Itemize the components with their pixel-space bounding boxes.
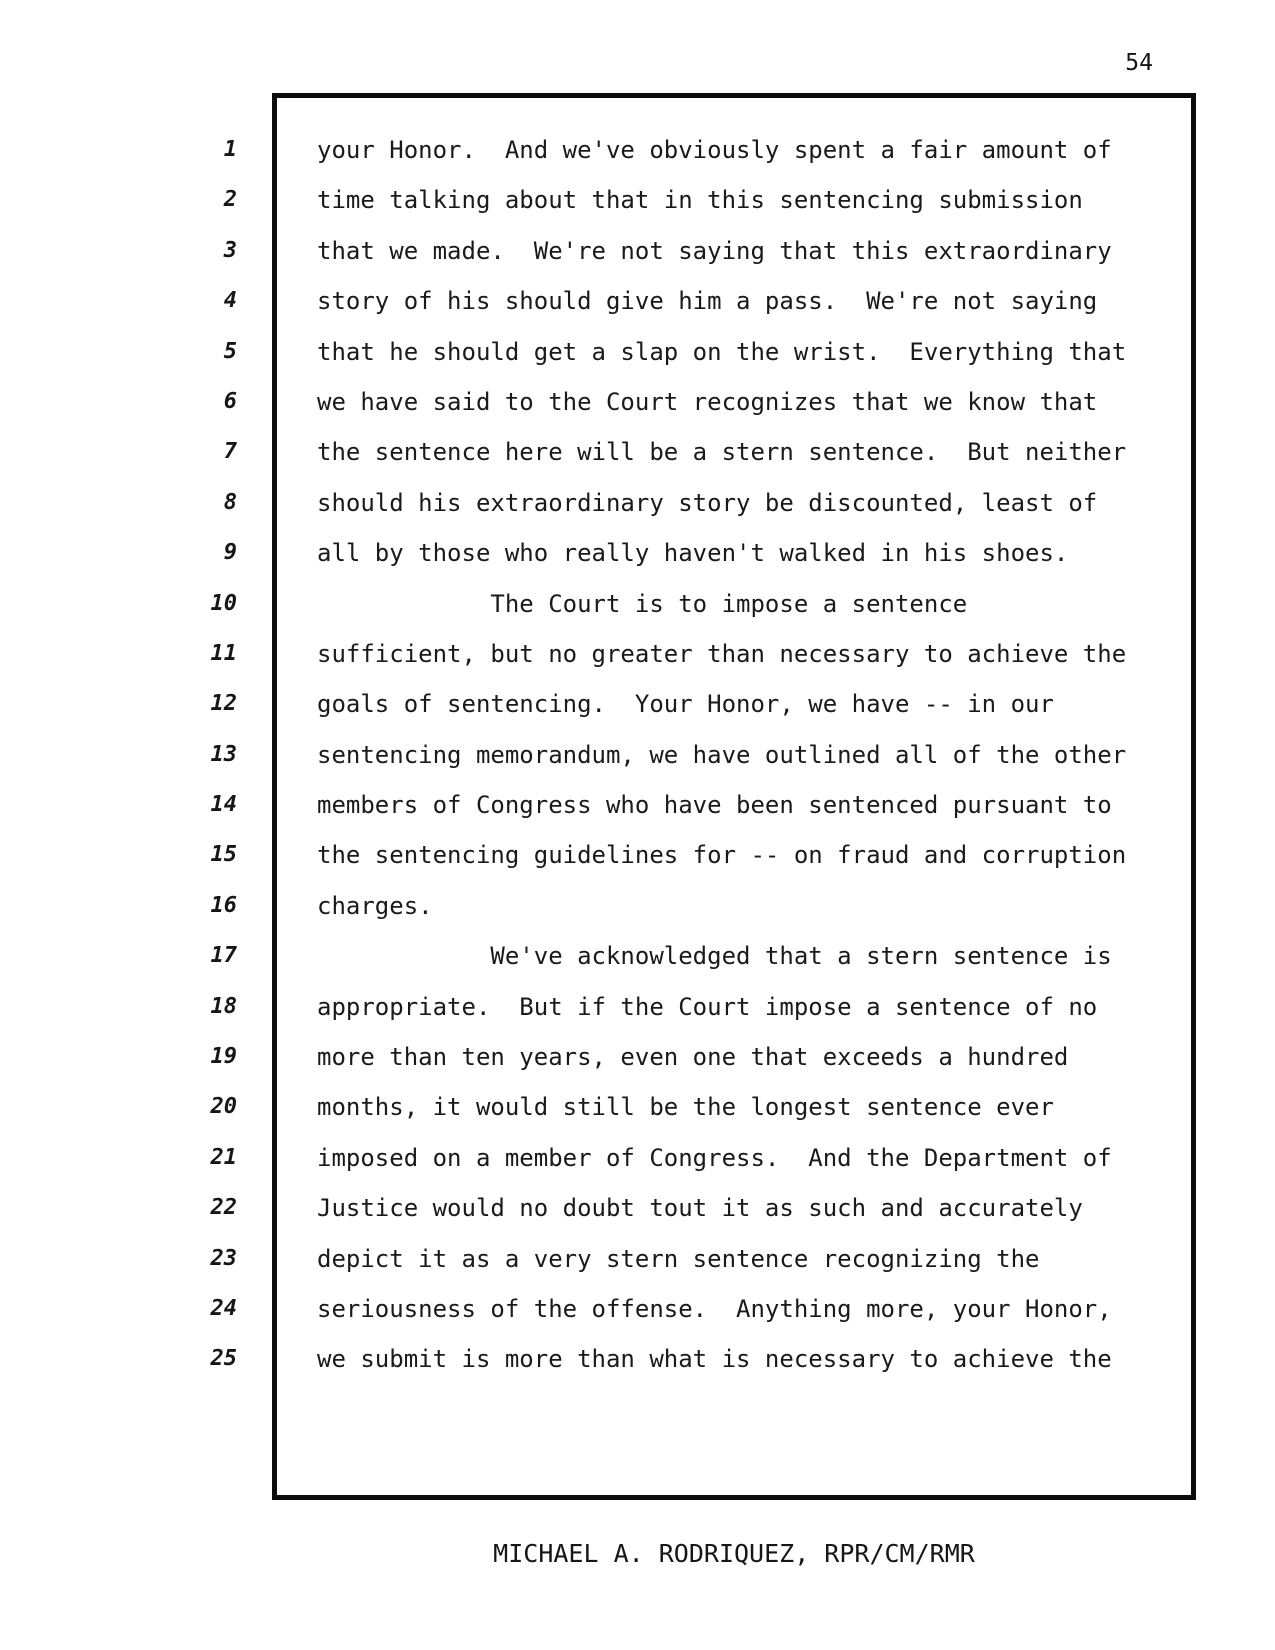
transcript-line [0,175,1275,225]
transcript-line [0,377,1275,427]
transcript-line [0,579,1275,629]
line-number: 1 [223,137,237,162]
line-text: We've acknowledged that a stern sentence is [317,942,1112,971]
line-text: goals of sentencing. Your Honor, we have -- in our [317,690,1054,719]
line-number: 11 [210,640,237,666]
line-number: 21 [210,1144,237,1170]
transcript-line [0,629,1275,679]
line-text: sufficient, but no greater than necessary to achieve the [317,639,1127,668]
transcript-line [0,931,1275,981]
transcript-line [0,730,1275,780]
line-number: 20 [210,1094,237,1120]
line-number: 9 [223,540,237,566]
line-number: 22 [210,1195,237,1221]
transcript-line [0,780,1275,830]
transcript-line [0,327,1275,377]
transcript-line [0,125,1275,175]
transcript-line [0,679,1275,729]
line-text: more than ten years, even one that exceeds a hundred [317,1043,1069,1072]
line-text: depict it as a very stern sentence recognizing the [317,1244,1040,1273]
transcript-line [0,830,1275,880]
reporter-footer: MICHAEL A. RODRIQUEZ, RPR/CM/RMR [493,1539,975,1568]
transcript-line [0,427,1275,477]
transcript-line [0,1234,1275,1284]
line-number: 15 [210,842,237,868]
transcript-line [0,276,1275,326]
line-text: that we made. We're not saying that this extraordinary [317,236,1112,265]
line-number: 7 [223,439,237,465]
transcript-line [0,1284,1275,1334]
line-number: 3 [223,237,237,263]
line-number: 13 [210,741,237,767]
line-number: 25 [210,1346,237,1372]
transcript-line [0,1334,1275,1384]
line-number: 24 [210,1295,237,1321]
line-text: sentencing memorandum, we have outlined all of the other [317,740,1127,769]
transcript-line [0,1032,1275,1082]
line-text: we submit is more than what is necessary to achieve the [317,1345,1112,1374]
line-text: imposed on a member of Congress. And the Department of [317,1143,1112,1172]
line-number: 8 [223,489,237,515]
line-text: your Honor. And we've obviously spent a fair amount of [317,136,1112,164]
line-number: 12 [210,691,237,717]
line-text: members of Congress who have been sentenced pursuant to [317,791,1112,820]
line-text: appropriate. But if the Court impose a sentence of no [317,992,1098,1021]
transcript-line [0,1183,1275,1233]
line-text: the sentencing guidelines for -- on fraud and corruption [317,841,1127,870]
line-number: 17 [210,943,237,969]
transcript-line [0,881,1275,931]
line-number: 2 [223,187,237,213]
line-text: seriousness of the offense. Anything more, your Honor, [317,1294,1112,1323]
transcript-line [0,1133,1275,1183]
transcript-line [0,226,1275,276]
line-text: that he should get a slap on the wrist. Everything that [317,337,1127,366]
transcript-line [0,528,1275,578]
line-number: 18 [210,993,237,1019]
line-text: we have said to the Court recognizes that we know that [317,387,1098,416]
line-number: 6 [223,388,237,414]
transcript-lines [0,125,1275,1385]
page-number: 54 [1125,50,1153,76]
line-number: 5 [223,338,237,364]
line-text: story of his should give him a pass. We're not saying [317,287,1098,316]
line-number: 19 [210,1044,237,1070]
transcript-line [0,1082,1275,1132]
line-text: should his extraordinary story be discounted, least of [317,488,1098,517]
line-text: the sentence here will be a stern sentence. But neither [317,438,1127,467]
line-number: 14 [210,792,237,818]
line-text: time talking about that in this sentencing submission [317,186,1083,215]
line-text: charges. [317,891,433,920]
transcript-line [0,982,1275,1032]
line-text: all by those who really haven't walked in his shoes. [317,539,1069,568]
line-text: Justice would no doubt tout it as such and accurately [317,1194,1083,1223]
line-text: The Court is to impose a sentence [317,589,968,618]
transcript-line [0,478,1275,528]
line-text: months, it would still be the longest sentence ever [317,1093,1054,1122]
line-number: 4 [223,288,237,314]
line-number: 10 [210,590,237,616]
line-number: 16 [210,892,237,918]
line-number: 23 [210,1245,237,1271]
